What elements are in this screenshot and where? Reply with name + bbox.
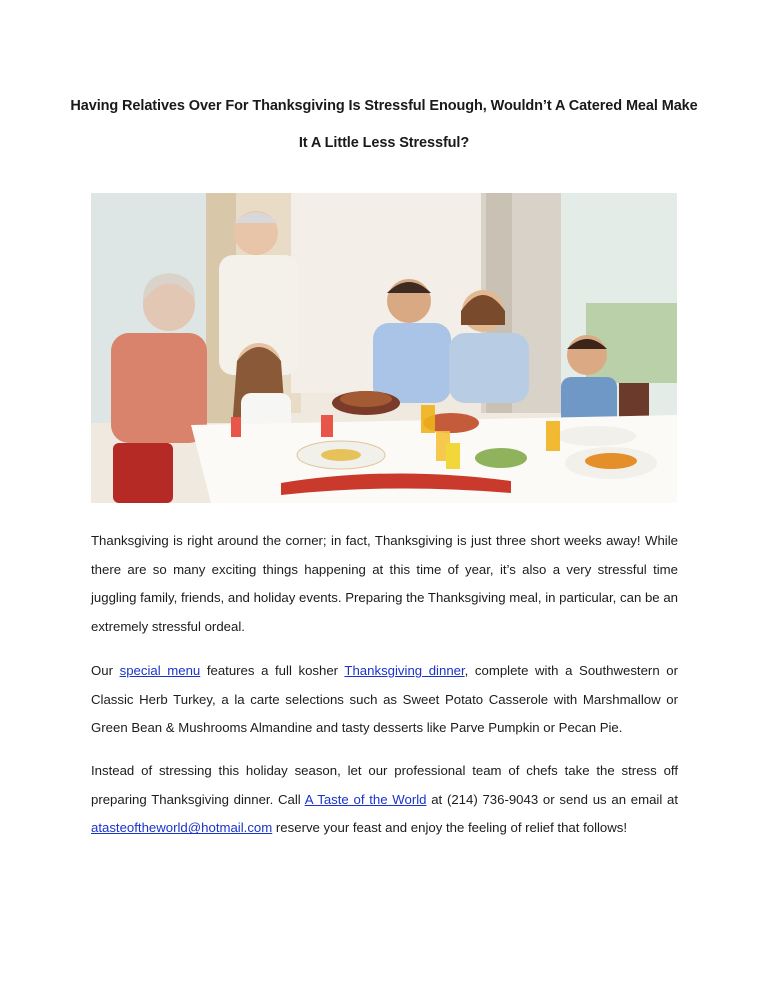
paragraph-contact-text-3: reserve your feast and enjoy the feeling of relief that follows!: [272, 820, 628, 836]
special-menu-link[interactable]: special menu: [119, 663, 201, 678]
paragraph-menu: [91, 657, 678, 743]
email-link[interactable]: atasteoftheworld@hotmail.com: [91, 820, 273, 836]
paragraph-intro: Thanksgiving is right around the corner; in fact, Thanksgiving is just three short weeks away! While there are so many exciting things happening at this time of year, it’s also a very stressful time juggling family, friends, and holiday events. Preparing the Thanksgiving meal, in particular, can be an extremely stressful ordeal.: [91, 533, 678, 635]
page-title: Having Relatives Over For Thanksgiving Is Stressful Enough, Wouldn’t A Catered Meal Make It A Little Less Stressful?: [70, 98, 698, 151]
a-taste-of-the-world-link[interactable]: A Taste of the World: [304, 791, 427, 807]
paragraph-menu-text-3: , complete with a Southwestern or Classic Herb Turkey, a la carte selections such as Sweet Potato Casserole with Marshmallow or Green Bean & Mushrooms Almandine and tasty desserts like Parve Pumpkin or Pecan Pie.: [91, 663, 678, 736]
paragraph-contact-text-1: Instead of stressing this holiday season, let our professional team of chefs take the stress off preparing Thanksgiving dinner. Call: [91, 763, 678, 807]
family-dinner-photo: [91, 193, 677, 503]
paragraph-menu-text-1: Our: [91, 663, 120, 678]
paragraph-contact: [91, 757, 678, 843]
paragraph-contact-text-2: at (214) 736-9043 or send us an email at: [426, 791, 678, 807]
thanksgiving-dinner-link[interactable]: Thanksgiving dinner: [344, 663, 465, 678]
paragraph-menu-text-2: features a full kosher: [200, 663, 345, 678]
